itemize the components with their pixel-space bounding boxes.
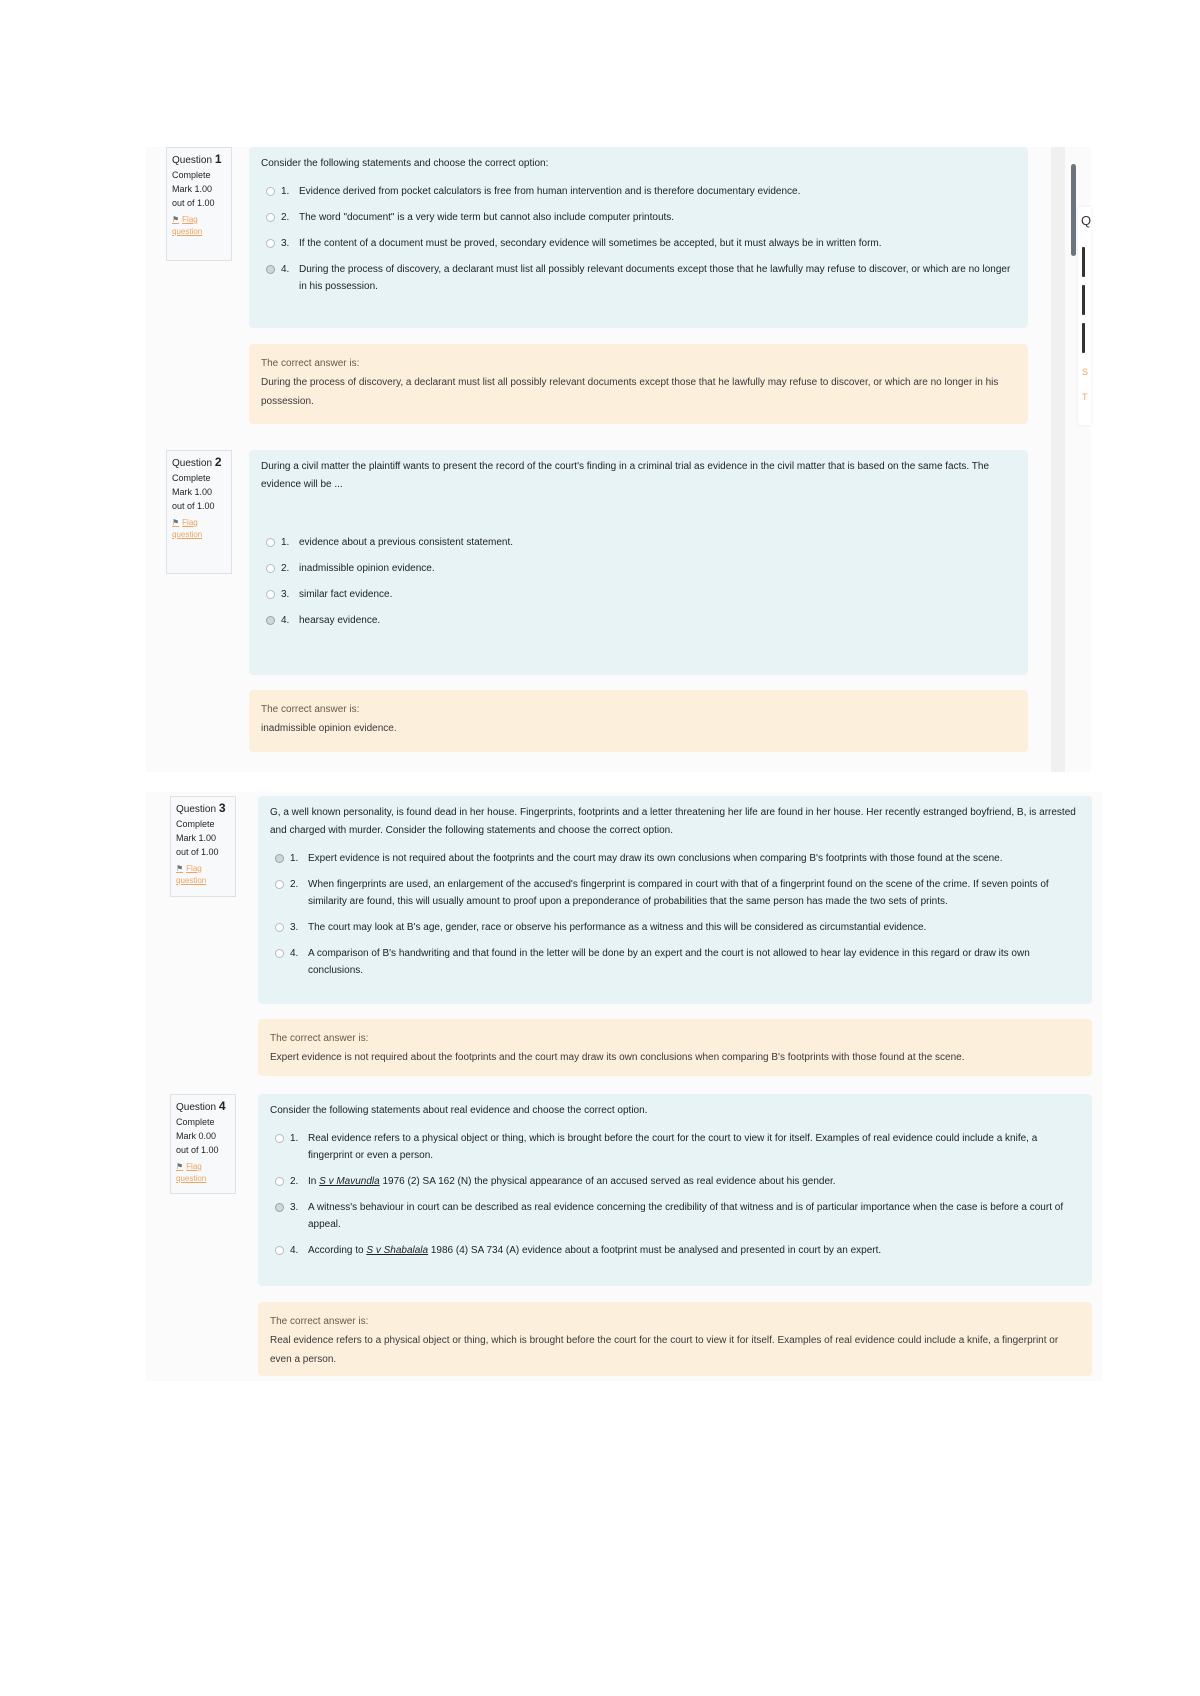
question-grade: Mark 1.00 out of 1.00 xyxy=(176,833,219,857)
radio-button[interactable] xyxy=(266,538,275,547)
feedback-text: inadmissible opinion evidence. xyxy=(261,723,397,734)
radio-button[interactable] xyxy=(266,213,275,222)
answer-option[interactable]: 1. Evidence derived from pocket calculators is free from human intervention and is therefore documentary evidence. xyxy=(261,183,1016,200)
nav-button[interactable] xyxy=(1082,247,1085,277)
radio-button[interactable] xyxy=(275,1177,284,1186)
answer-option[interactable]: 1. Real evidence refers to a physical object or thing, which is brought before the court for the court to view it for itself. Examples of real evidence could include a knife, a fingerprint or even a person. xyxy=(270,1130,1080,1164)
flag-icon: ⚑ xyxy=(172,518,180,527)
flag-icon: ⚑ xyxy=(172,215,180,224)
question-text: G, a well known personality, is found dead in her house. Fingerprints, footprints and a letter threatening her life are found in her house. Her recently estranged boyfriend, B, is arrested and charged with murder. Consider the following statements and choose the correct option. xyxy=(270,807,1076,836)
radio-button[interactable] xyxy=(275,923,284,932)
answer-option[interactable]: 3. If the content of a document must be proved, secondary evidence will sometimes be accepted, but it must always be in written form. xyxy=(261,235,1016,252)
answer-option[interactable]: 4. hearsay evidence. xyxy=(261,612,1016,629)
side-panel-heading: Q xyxy=(1081,213,1091,228)
feedback-label: The correct answer is: xyxy=(270,1316,369,1327)
answer-option[interactable]: 3. A witness's behaviour in court can be described as real evidence concerning the credibility of that witness and is of particular importance when the case is before a court of appeal. xyxy=(270,1199,1080,1233)
radio-button[interactable] xyxy=(266,590,275,599)
quiz-navigation-panel[interactable] xyxy=(1078,207,1091,425)
case-citation: S v Mavundla xyxy=(319,1176,380,1187)
answer-option[interactable]: 3. The court may look at B's age, gender, race or observe his performance as a witness and this will be considered as circumstantial evidence. xyxy=(270,919,1080,936)
radio-button[interactable] xyxy=(275,880,284,889)
flag-icon: ⚑ xyxy=(176,864,184,873)
question-number: Question 3 xyxy=(176,801,226,815)
radio-button[interactable] xyxy=(266,564,275,573)
answer-option[interactable]: 1. Expert evidence is not required about the footprints and the court may draw its own conclusions when comparing B's footprints with those found at the scene. xyxy=(270,850,1080,867)
radio-button-selected[interactable] xyxy=(266,265,275,274)
radio-button-selected[interactable] xyxy=(266,616,275,625)
answer-list xyxy=(270,1130,1080,1259)
scrollbar-thumb[interactable] xyxy=(1071,164,1076,256)
flag-icon: ⚑ xyxy=(176,1162,184,1171)
nav-button[interactable] xyxy=(1082,285,1085,315)
question-state: Complete xyxy=(176,819,215,829)
answer-option[interactable]: 4. According to S v Shabalala 1986 (4) SA 734 (A) evidence about a footprint must be analysed and presented in court by an expert. xyxy=(270,1242,1080,1259)
answer-list xyxy=(270,850,1080,979)
question-content xyxy=(258,1094,1092,1286)
question-number: Question 2 xyxy=(172,455,222,469)
question-info xyxy=(166,450,232,574)
radio-button-selected[interactable] xyxy=(275,854,284,863)
feedback-box xyxy=(249,344,1028,424)
question-info xyxy=(170,1094,236,1194)
feedback-box xyxy=(249,690,1028,752)
feedback-label: The correct answer is: xyxy=(270,1033,369,1044)
radio-button[interactable] xyxy=(266,239,275,248)
answer-option[interactable]: 3. similar fact evidence. xyxy=(261,586,1016,603)
radio-button[interactable] xyxy=(266,187,275,196)
question-number: Question 4 xyxy=(176,1099,226,1113)
question-grade: Mark 0.00 out of 1.00 xyxy=(176,1131,219,1155)
feedback-text: Real evidence refers to a physical object or thing, which is brought before the court for the court to view it for itself. Examples of real evidence could include a knife, a fingerprint or even a person. xyxy=(270,1335,1059,1365)
answer-option[interactable]: 2. inadmissible opinion evidence. xyxy=(261,560,1016,577)
flag-question-link[interactable]: ⚑ Flag question xyxy=(176,864,207,885)
case-citation: S v Shabalala xyxy=(366,1245,429,1256)
side-panel-link[interactable]: S xyxy=(1082,367,1089,377)
flag-question-link[interactable]: ⚑ Flag question xyxy=(176,1162,207,1183)
flag-question-link[interactable]: ⚑ Flag question xyxy=(172,215,203,236)
flag-question-link[interactable]: ⚑ Flag question xyxy=(172,518,203,539)
question-text: Consider the following statements about real evidence and choose the correct option. xyxy=(270,1105,648,1116)
screenshot-1 xyxy=(146,147,1091,772)
answer-option[interactable]: 2. When fingerprints are used, an enlargement of the accused's fingerprint is compared in court with that of a fingerprint found on the scene of the crime. If seven points of similarity are found, this will usually amount to proof upon a preponderance of probabilities that the same person has made the two sets of prints. xyxy=(270,876,1080,910)
question-grade: Mark 1.00 out of 1.00 xyxy=(172,487,215,511)
question-content xyxy=(249,450,1028,675)
scrollbar-track[interactable] xyxy=(1051,147,1065,772)
side-panel-link[interactable]: T xyxy=(1082,392,1088,402)
feedback-text: Expert evidence is not required about the footprints and the court may draw its own conclusions when comparing B's footprints with those found at the scene. xyxy=(270,1052,965,1063)
nav-button[interactable] xyxy=(1082,323,1085,353)
radio-button[interactable] xyxy=(275,1134,284,1143)
answer-option[interactable]: 1. evidence about a previous consistent statement. xyxy=(261,534,1016,551)
feedback-text: During the process of discovery, a declarant must list all possibly relevant documents except those that he lawfully may refuse to discover, or which are no longer in his possession. xyxy=(261,377,999,407)
answer-option[interactable]: 2. The word "document" is a very wide term but cannot also include computer printouts. xyxy=(261,209,1016,226)
question-grade: Mark 1.00 out of 1.00 xyxy=(172,184,215,208)
feedback-box xyxy=(258,1019,1092,1076)
question-content xyxy=(249,147,1028,328)
answer-option[interactable]: 4. A comparison of B's handwriting and that found in the letter will be done by an expert and the court is not allowed to hear lay evidence in this regard or draw its own conclusions. xyxy=(270,945,1080,979)
radio-button[interactable] xyxy=(275,949,284,958)
question-info xyxy=(166,147,232,261)
question-info xyxy=(170,796,236,897)
answer-option[interactable]: 2. In S v Mavundla 1976 (2) SA 162 (N) the physical appearance of an accused served as real evidence about his gender. xyxy=(270,1173,1080,1190)
feedback-label: The correct answer is: xyxy=(261,358,360,369)
answer-list xyxy=(261,534,1016,629)
question-number: Question 1 xyxy=(172,152,222,166)
question-text: Consider the following statements and choose the correct option: xyxy=(261,158,549,169)
question-state: Complete xyxy=(172,473,211,483)
feedback-label: The correct answer is: xyxy=(261,704,360,715)
answer-option[interactable]: 4. During the process of discovery, a declarant must list all possibly relevant documents except those that he lawfully may refuse to discover, or which are no longer in his possession. xyxy=(261,261,1016,295)
question-text: During a civil matter the plaintiff wants to present the record of the court's finding in a criminal trial as evidence in the civil matter that is based on the same facts. The evidence will be ... xyxy=(261,461,990,490)
radio-button[interactable] xyxy=(275,1246,284,1255)
screenshot-2 xyxy=(146,792,1102,1381)
question-state: Complete xyxy=(176,1117,215,1127)
radio-button-selected[interactable] xyxy=(275,1203,284,1212)
feedback-box xyxy=(258,1302,1092,1376)
answer-list xyxy=(261,183,1016,295)
question-content xyxy=(258,796,1092,1004)
question-state: Complete xyxy=(172,170,211,180)
